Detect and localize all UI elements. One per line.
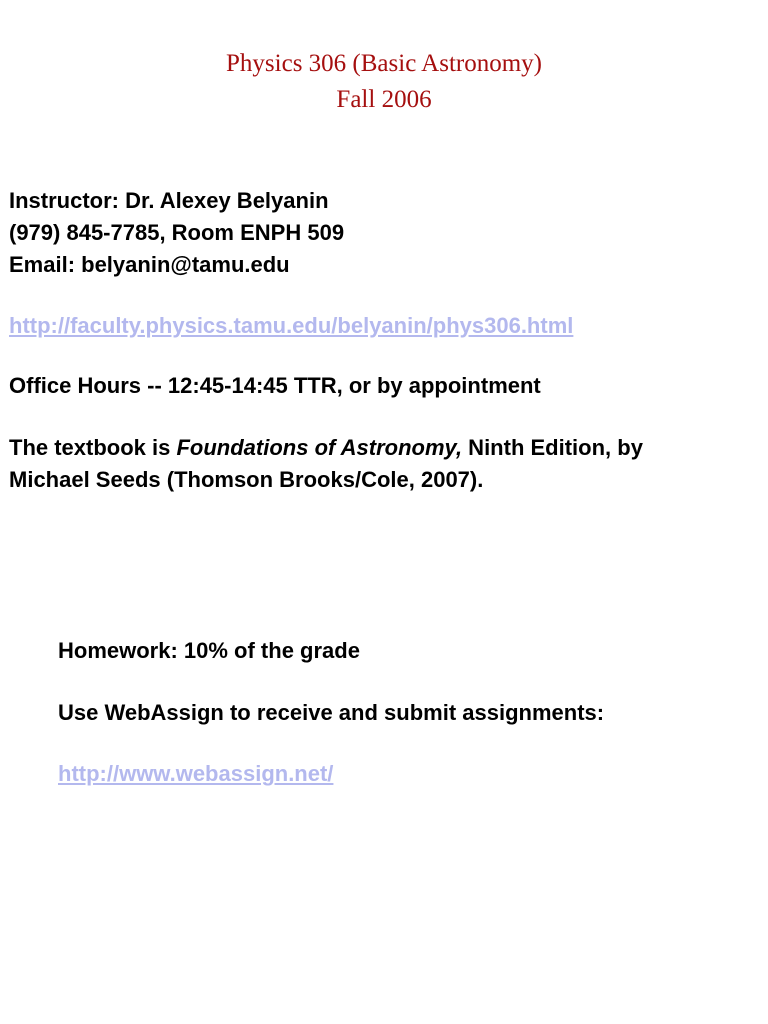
textbook-suffix: Ninth Edition, by — [462, 435, 643, 460]
office-hours: Office Hours -- 12:45-14:45 TTR, or by appointment — [9, 373, 541, 398]
course-website-link[interactable]: http://faculty.physics.tamu.edu/belyanin/phys306.html — [9, 313, 574, 338]
course-link-line — [9, 310, 573, 341]
textbook-line-1 — [9, 432, 643, 463]
textbook-prefix: The textbook is — [9, 435, 177, 460]
textbook-line-2: Michael Seeds (Thomson Brooks/Cole, 2007). — [9, 467, 484, 492]
webassign-link[interactable]: http://www.webassign.net/ — [58, 761, 334, 786]
webassign-link-line — [58, 758, 333, 789]
instructor-phone-room: (979) 845-7785, Room ENPH 509 — [9, 220, 345, 245]
semester-title: Fall 2006 — [336, 86, 432, 113]
page-title — [0, 46, 768, 118]
course-title: Physics 306 (Basic Astronomy) — [226, 50, 542, 77]
instructor-name: Instructor: Dr. Alexey Belyanin — [9, 188, 329, 213]
textbook-title: Foundations of Astronomy, — [176, 435, 463, 460]
homework-grade: Homework: 10% of the grade — [58, 638, 360, 663]
instructor-email: Email: belyanin@tamu.edu — [9, 252, 290, 277]
homework-instructions: Use WebAssign to receive and submit assignments: — [58, 700, 605, 725]
